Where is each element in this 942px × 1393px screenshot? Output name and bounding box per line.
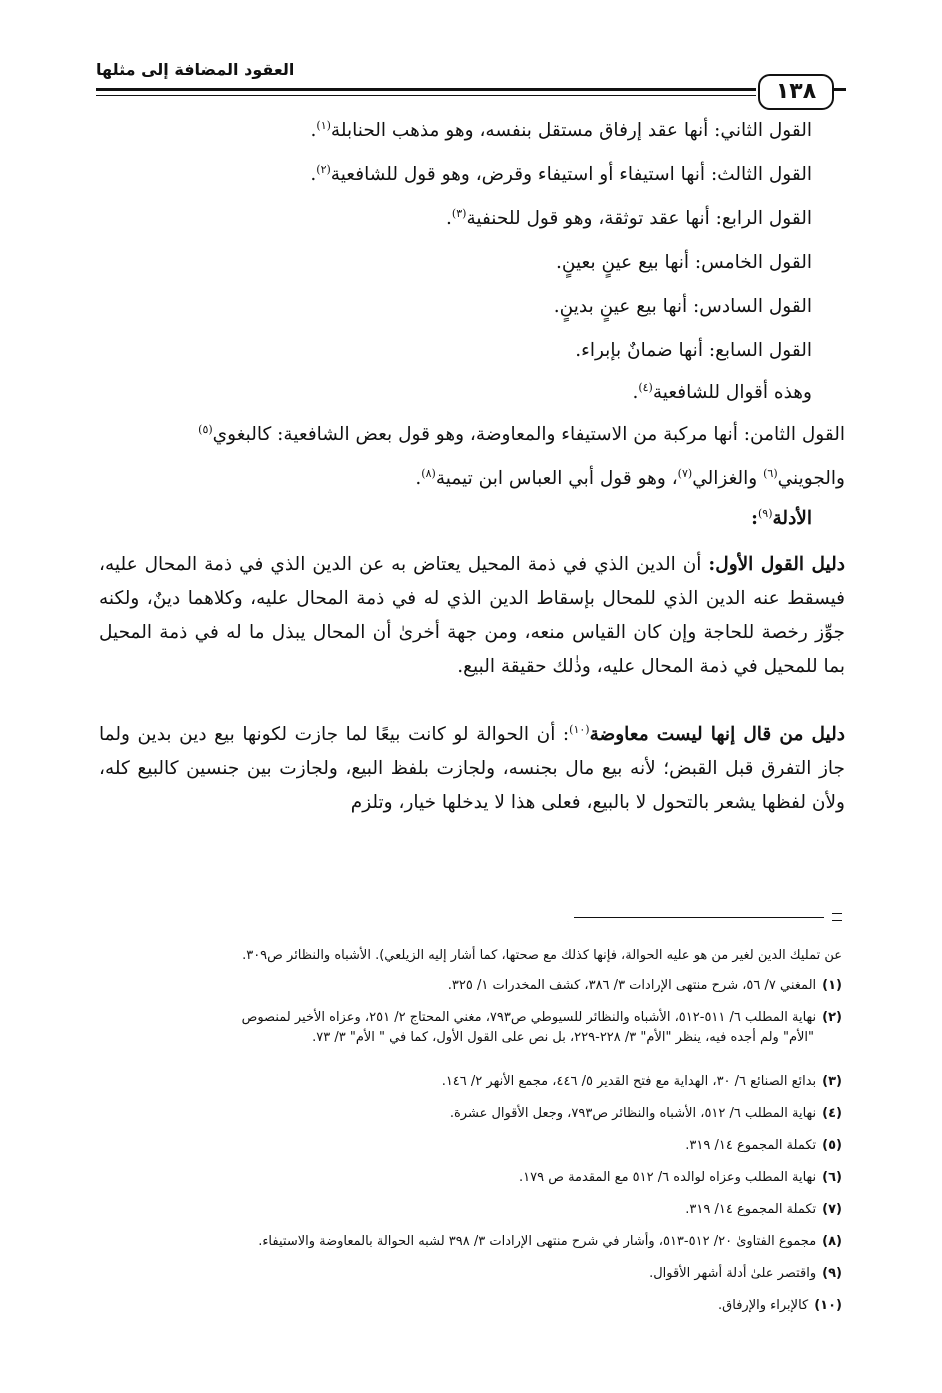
footnote-text: "الأم" ولم أجده فيه، ينظر "الأم" ٣/ ٢٢٨-٢٢٩، بل نص على القول الأول، كما في " الأم" ٣/ ٧٣. xyxy=(312,1030,814,1045)
footnote-5 xyxy=(100,1136,842,1156)
footnote-ref[interactable]: (٧) xyxy=(677,466,693,480)
footnote-2 xyxy=(100,1008,842,1048)
footnote-text: مجموع الفتاوىٰ ٢٠/ ٥١٢-٥١٣، وأشار في شرح منتهى الإرادات ٣/ ٣٩٨ لشبه الحوالة بالمعاوضة والاستيفاء. xyxy=(258,1234,817,1249)
footnote-10 xyxy=(100,1296,842,1316)
footnote-7 xyxy=(100,1200,842,1220)
footnote-text: نهاية المطلب ٦/ ٥١٢، الأشباه والنظائر ص٧٩٣، وجعل الأقوال عشرة. xyxy=(449,1106,817,1121)
footnote-ref[interactable]: (٥) xyxy=(198,422,213,436)
line-q4-text: القول الرابع: أنها عقد توثقة، وهو قول للحنفية xyxy=(466,208,812,229)
line-shafii-text: وهذه أقوال للشافعية xyxy=(652,382,812,403)
line-q8a xyxy=(198,420,845,450)
paragraph-evidence-first xyxy=(99,548,845,684)
paragraph-text: أن الدين الذي في ذمة المحيل يعتاض به عن الدين الذي في ذمة المحال عليه، فيسقط عنه الدين الذي للمحال بإسقاط الدين الذي له في ذمة المحال عليه، وكلاهما دينٌ، ولكنه جوِّز رخصة للحاجة وإن كان القياس منعه، ومن جهة أخرىٰ أن المحال يبذل ما له في ذمة المحيل بما للمحيل في ذمة المحال عليه، وذٰلك حقيقة البيع. xyxy=(99,554,845,677)
evidence-heading: الأدلة$^{(٩)}$: xyxy=(751,506,812,529)
footnote-separator xyxy=(574,917,824,918)
line-q3: القول الثالث: أنها استيفاء أو استيفاء وقرض، وهو قول للشافعية$^{(٢)}$. xyxy=(310,162,812,185)
paragraph-evidence-non-exchange xyxy=(99,718,845,820)
footnote-number: (٦) xyxy=(822,1170,842,1185)
line-q8b-text: ، وهو قول أبي العباس ابن تيمية xyxy=(435,468,678,489)
footnote-number: (١) xyxy=(822,978,842,993)
footnote-number: (١٠) xyxy=(814,1298,842,1313)
line-shafii: وهذه أقوال للشافعية$^{(٤)}$. xyxy=(632,380,812,403)
footnote-ref[interactable]: (١) xyxy=(316,118,331,132)
running-title: العقود المضافة إلى مثلها xyxy=(96,60,295,79)
footnote-number: (٧) xyxy=(822,1202,842,1217)
paragraph-label: دليل القول الأول: xyxy=(708,554,845,575)
line-q4: القول الرابع: أنها عقد توثقة، وهو قول للحنفية$^{(٣)}$. xyxy=(446,206,812,229)
footnote-number: (٣) xyxy=(822,1074,842,1089)
footnote-8 xyxy=(100,1232,842,1252)
footnote-ref[interactable]: (٣) xyxy=(451,206,467,220)
footnote-number: (٤) xyxy=(822,1106,842,1121)
footnote-ref[interactable]: (٤) xyxy=(638,380,653,394)
footnote-text: كالإبراء والإرفاق. xyxy=(718,1298,809,1313)
line-q7: القول السابع: أنها ضمانٌ بإبراء. xyxy=(575,340,812,361)
line-q2: القول الثاني: أنها عقد إرفاق مستقل بنفسه، وهو مذهب الحنابلة$^{(١)}$. xyxy=(310,118,812,141)
footnote-marker xyxy=(832,913,842,921)
footnote-text: نهاية المطلب وعزاه لوالده ٦/ ٥١٢ مع المقدمة ص ١٧٩. xyxy=(519,1170,817,1185)
line-q6: القول السادس: أنها بيع عينٍ بدينٍ. xyxy=(553,296,812,317)
footnote-text: بدائع الصنائع ٦/ ٣٠، الهداية مع فتح القدير ٥/ ٤٤٦، مجمع الأنهر ٢/ ١٤٦. xyxy=(441,1074,817,1089)
header-rule-thin xyxy=(96,95,756,96)
page-number: ١٣٨ xyxy=(758,74,834,110)
footnote-ref[interactable]: (٩) xyxy=(758,506,773,520)
footnote-text: واقتصر علىٰ أدلة أشهر الأقوال. xyxy=(649,1266,817,1281)
footnote-ref[interactable]: (٨) xyxy=(421,466,436,480)
footnote-9 xyxy=(100,1264,842,1284)
line-q8b-text: والغزالي xyxy=(692,468,764,489)
footnote-text: المغني ٧/ ٥٦، شرح منتهى الإرادات ٣/ ٣٨٦، كشف المخدرات ١/ ٣٢٥. xyxy=(447,978,817,993)
footnote-number: (٩) xyxy=(822,1266,842,1281)
footnote-6 xyxy=(100,1168,842,1188)
footnote-4 xyxy=(100,1104,842,1124)
footnote-ref[interactable]: (٢) xyxy=(316,162,331,176)
footnote-ref[interactable]: (٦) xyxy=(763,466,778,480)
paragraph-label: دليل من قال إنها ليست معاوضة xyxy=(589,724,845,745)
line-q5: القول الخامس: أنها بيع عينٍ بعينٍ. xyxy=(556,252,812,273)
footnote-continuation: عن تمليك الدين لغير من هو عليه الحوالة، فإنها كذلك مع صحتها، كما أشار إليه الزيلعي). الأشباه والنظائر ص٣٠٩. xyxy=(242,948,842,963)
footnote-text: نهاية المطلب ٦/ ٥١١-٥١٢، الأشباه والنظائر للسيوطي ص٧٩٣، مغني المحتاج ٢/ ٢٥١، وعزاه الأخير لمنصوص xyxy=(241,1010,817,1025)
footnote-1 xyxy=(100,976,842,996)
evidence-heading-text: الأدلة xyxy=(772,508,812,529)
paragraph-text: : أن الحوالة لو كانت بيعًا لما جازت لكونها بيع دين بدين ولما جاز التفرق قبل القبض؛ لأنه بيع مال بجنسه، ولجازت بلفظ البيع، ولجازت بين جنسين كالبيع كله، ولأن لفظها يشعر بالتحول لا بالبيع، فعلى هذا لا يدخلها خيار، وتلزم xyxy=(99,724,845,813)
footnote-ref[interactable]: (١٠) xyxy=(569,722,590,736)
line-q8a-text: القول الثامن: أنها مركبة من الاستيفاء والمعاوضة، وهو قول بعض الشافعية: كالبغوي xyxy=(212,424,845,445)
line-q2-text: القول الثاني: أنها عقد إرفاق مستقل بنفسه، وهو مذهب الحنابلة xyxy=(330,120,812,141)
footnote-text: تكملة المجموع ١٤/ ٣١٩. xyxy=(685,1138,817,1153)
line-q8b-text: والجويني xyxy=(777,468,845,489)
footnote-number: (٨) xyxy=(822,1234,842,1249)
footnote-number: (٥) xyxy=(822,1138,842,1153)
line-q3-text: القول الثالث: أنها استيفاء أو استيفاء وقرض، وهو قول للشافعية xyxy=(330,164,812,185)
header-rule-thick xyxy=(96,88,756,91)
footnote-number: (٢) xyxy=(822,1010,842,1025)
footnote-text: تكملة المجموع ١٤/ ٣١٩. xyxy=(685,1202,817,1217)
line-q8b: والجويني$^{(٦)}$ والغزالي$^{(٧)}$، وهو قول أبي العباس ابن تيمية$^{(٨)}$. xyxy=(415,466,845,489)
footnote-3 xyxy=(100,1072,842,1092)
